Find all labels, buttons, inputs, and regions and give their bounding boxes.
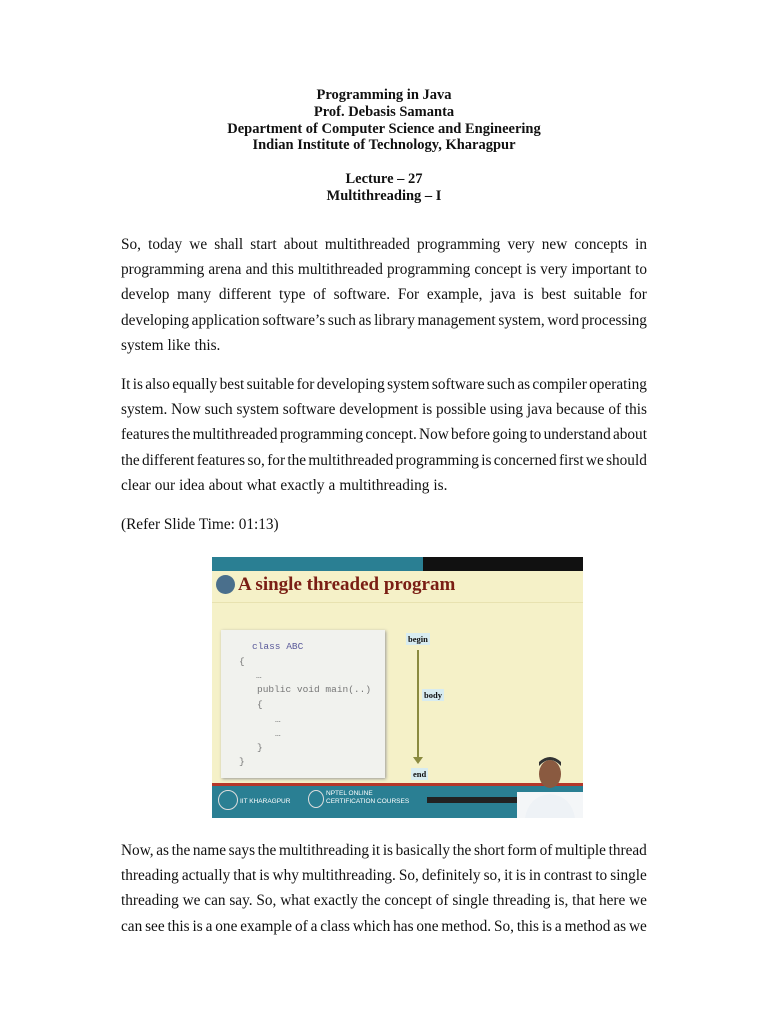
nptel-logo-icon	[308, 790, 324, 808]
flow-arrow	[417, 650, 419, 760]
code-line: public void main(..)	[257, 684, 372, 695]
lecture-topic: Multithreading – I	[326, 188, 442, 204]
iit-logo-icon	[218, 790, 238, 810]
professor-name: Prof. Debasis Samanta	[313, 104, 455, 120]
department: Department of Computer Science and Engineering	[227, 121, 541, 137]
text-line: threading we can say. So, what exactly the concept of single threading is, that here we	[121, 892, 647, 910]
footer-nptel-1: NPTEL ONLINE	[326, 790, 373, 797]
text-line: system. Now such system software development is possible using java because of this	[121, 401, 647, 419]
paragraph-3	[121, 838, 647, 939]
text-line: programming arena and this multithreaded programming concept is very important to	[121, 261, 647, 279]
begin-label: begin	[408, 634, 428, 644]
code-line: …	[275, 714, 281, 725]
slide-divider	[212, 602, 583, 603]
code-line: …	[275, 728, 281, 739]
code-box	[221, 630, 385, 778]
code-line: {	[239, 656, 245, 667]
lecture-number: Lecture – 27	[345, 171, 423, 187]
code-line: class ABC	[252, 641, 304, 652]
text-line: system like this.	[121, 336, 221, 354]
text-line: clear our idea about what exactly a multithreading is.	[121, 476, 448, 494]
slide-reference: (Refer Slide Time: 01:13)	[121, 516, 279, 533]
text-line: the different features so, for the multithreaded programming is concerned first we should	[121, 451, 647, 469]
text-line: can see this is a one example of a class which has one method. So, this is a method as we	[121, 917, 647, 935]
body-label: body	[424, 690, 442, 700]
code-line: }	[257, 742, 263, 753]
end-label: end	[413, 769, 427, 779]
paragraph-1	[121, 232, 647, 358]
text-line: threading actually that is why multithreading. So, definitely so, it is in contrast to single	[121, 867, 647, 885]
text-line: So, today we shall start about multithreaded programming very new concepts in	[121, 236, 647, 253]
paragraph-2	[121, 372, 647, 498]
text-line: develop many different type of software. For example, java is best suitable for	[121, 286, 647, 304]
text-line: Now, as the name says the multithreading it is basically the short form of multiple thread	[121, 842, 647, 859]
footer-iit: IIT KHARAGPUR	[240, 798, 291, 805]
text-line: features the multithreaded programming concept. Now before going to understand about	[121, 426, 647, 444]
course-title: Programming in Java	[316, 87, 452, 103]
lecturer-image	[517, 752, 583, 818]
code-line: {	[257, 699, 263, 710]
institute: Indian Institute of Technology, Kharagpur	[252, 137, 516, 153]
slide-top-bar-dark	[423, 557, 583, 571]
text-line: developing application software’s such as library management system, word processing	[121, 311, 647, 329]
code-line: }	[239, 756, 245, 767]
lecture-slide-image	[212, 557, 583, 818]
text-line: It is also equally best suitable for developing system software such as compiler operating	[121, 376, 647, 393]
java-logo-icon	[216, 575, 235, 594]
footer-nptel-2: CERTIFICATION COURSES	[326, 798, 410, 805]
code-line: …	[256, 670, 262, 681]
arrow-head-icon	[413, 757, 423, 764]
slide-title: A single threaded program	[238, 574, 456, 595]
toolbar-icons	[427, 797, 522, 803]
